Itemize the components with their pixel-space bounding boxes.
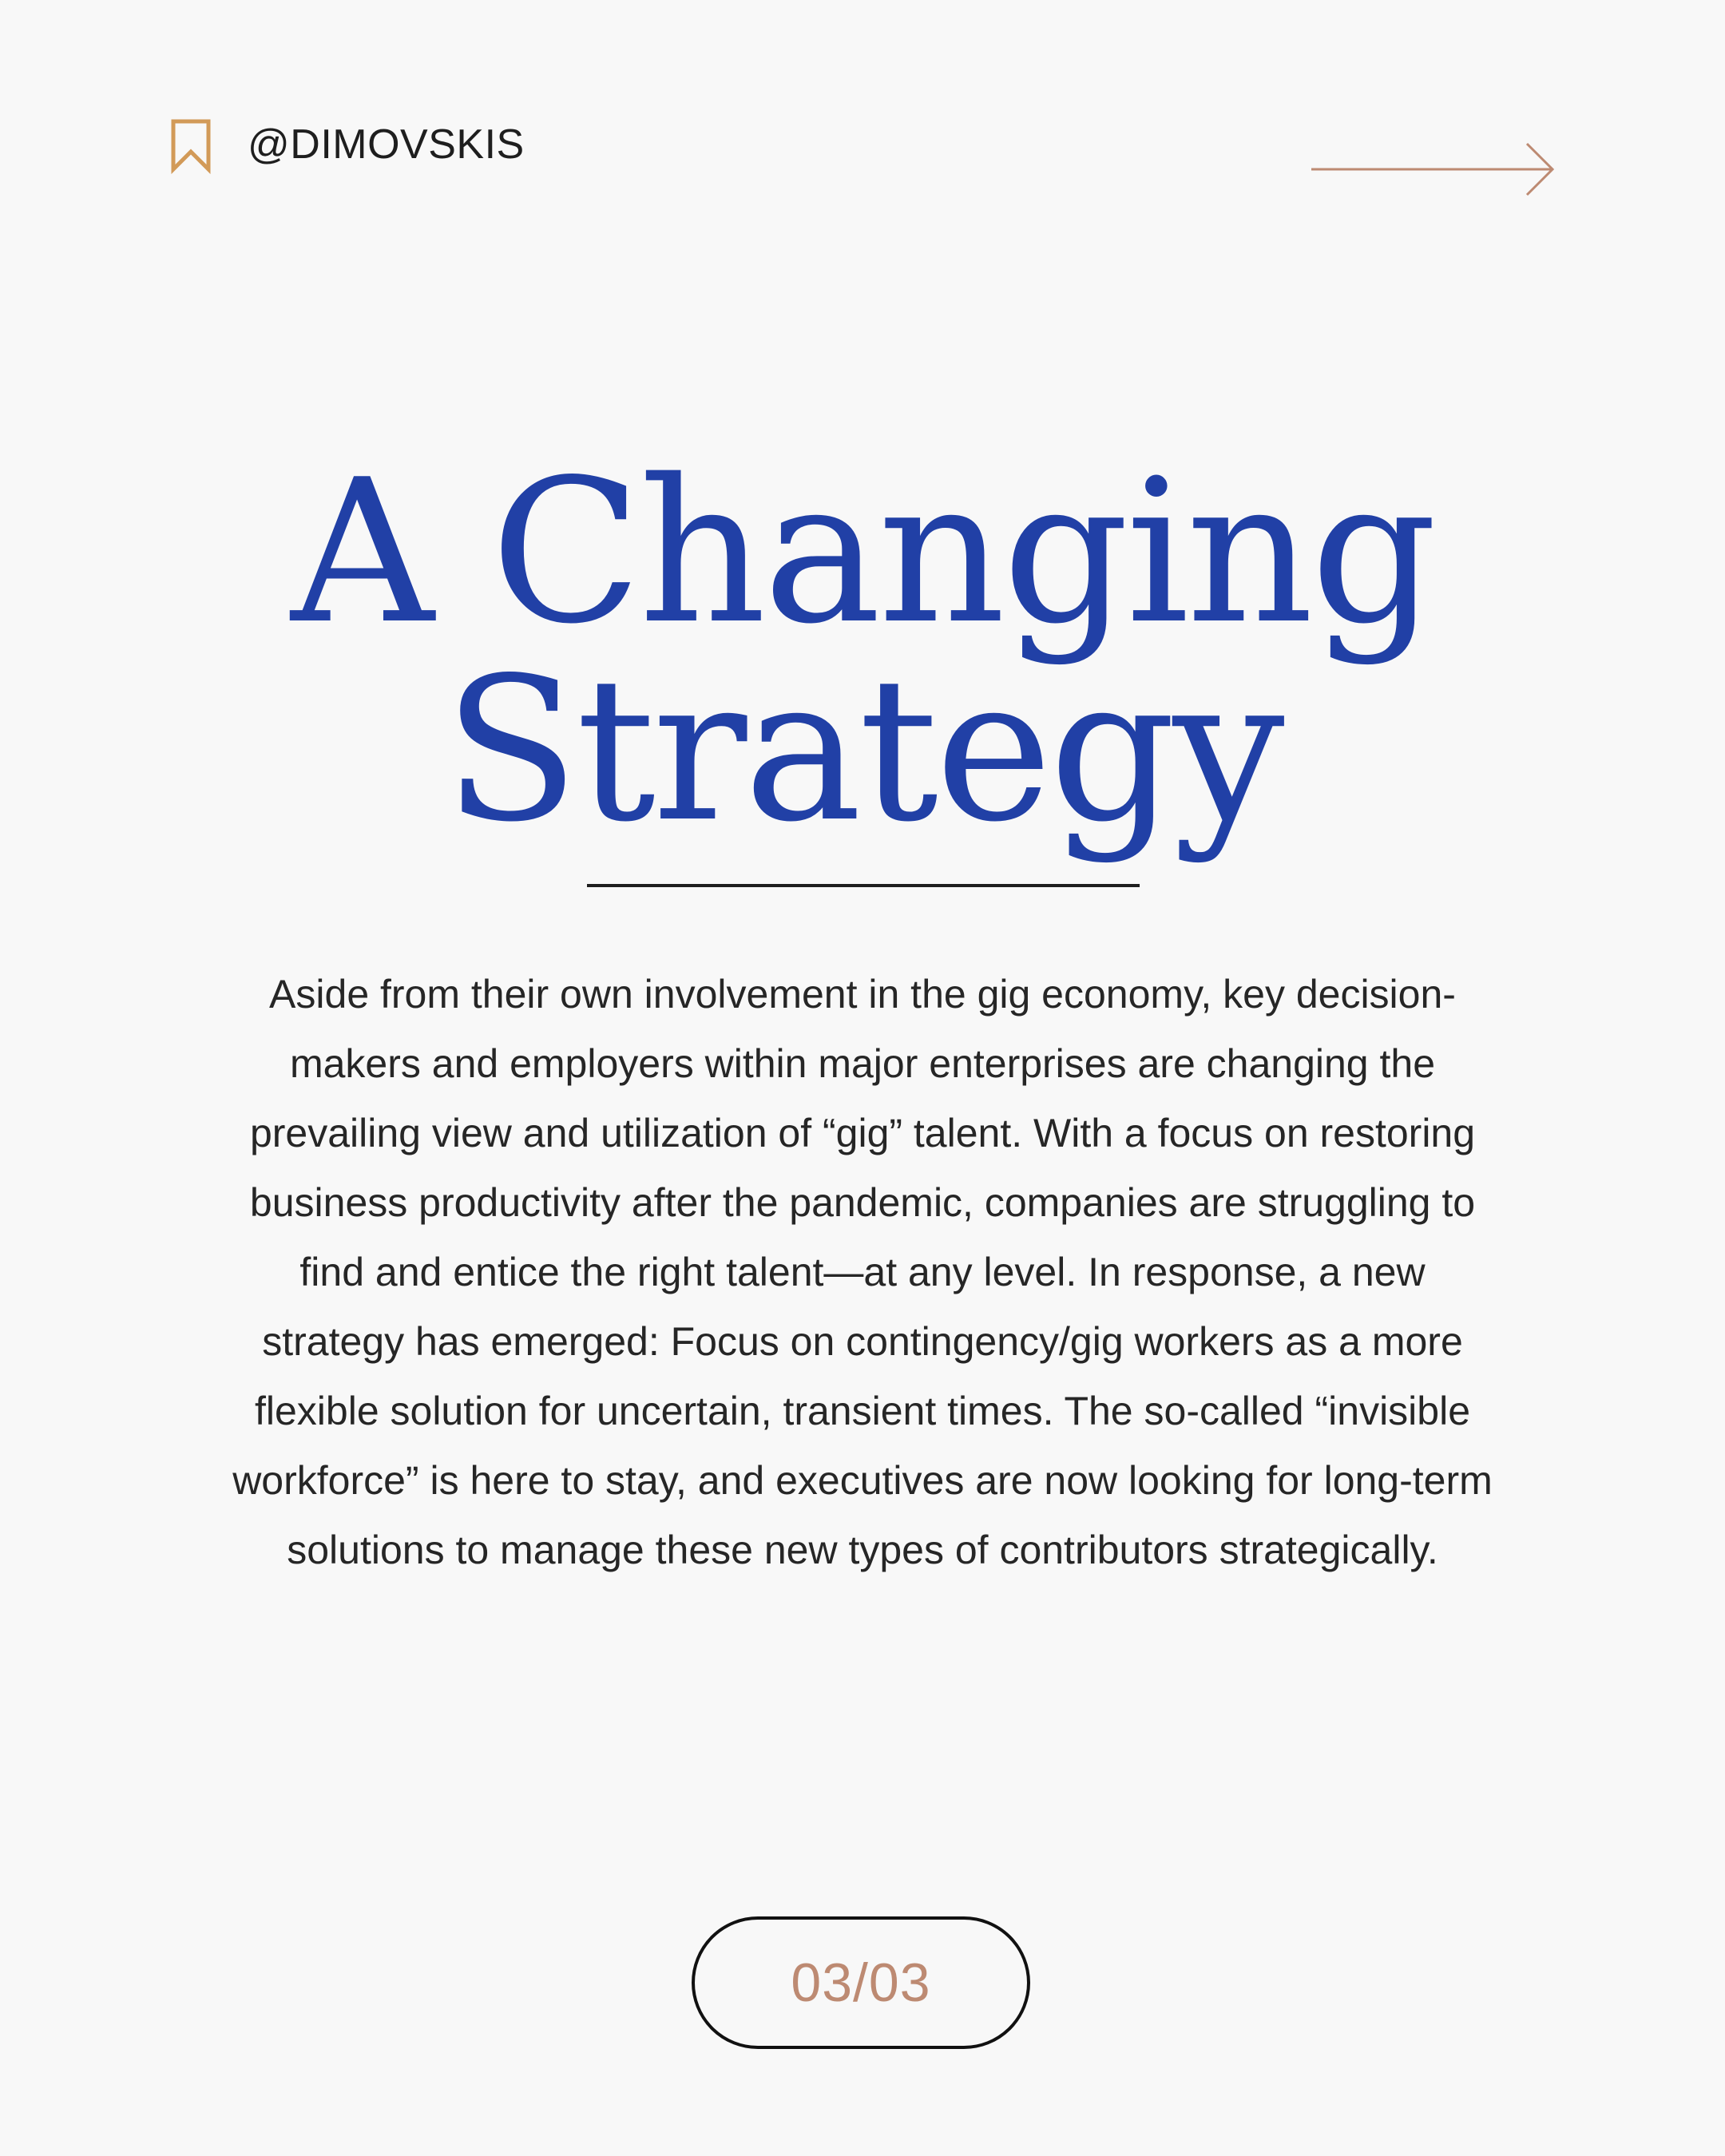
title-line-2: Strategy (443, 636, 1282, 866)
arrow-right-icon[interactable] (1310, 141, 1557, 198)
page-title (0, 438, 1725, 866)
title-underline (587, 884, 1140, 887)
body-paragraph: Aside from their own involvement in the gig economy, key decision-makers and employers within major enterprises are changing the prevailing view and utilization of “gig” talent. With a focus on restoring business productivity after the pandemic, companies are struggling to find and entice the right talent—at any level. In response, a new strategy has emerged: Focus on contingency/gig workers as a more flexible solution for uncertain, transient times. The so-called “invisible workforce” is here to stay, and executives are now looking for long-term solutions to manage these new types of contributors strategically. (232, 972, 1493, 1572)
page-indicator (692, 1916, 1030, 2049)
account-handle: @DIMOVSKIS (248, 121, 525, 168)
title-line-1: A Changing (291, 438, 1434, 668)
bookmark-icon[interactable] (169, 118, 212, 174)
page-number: 03/03 (791, 1952, 931, 2013)
